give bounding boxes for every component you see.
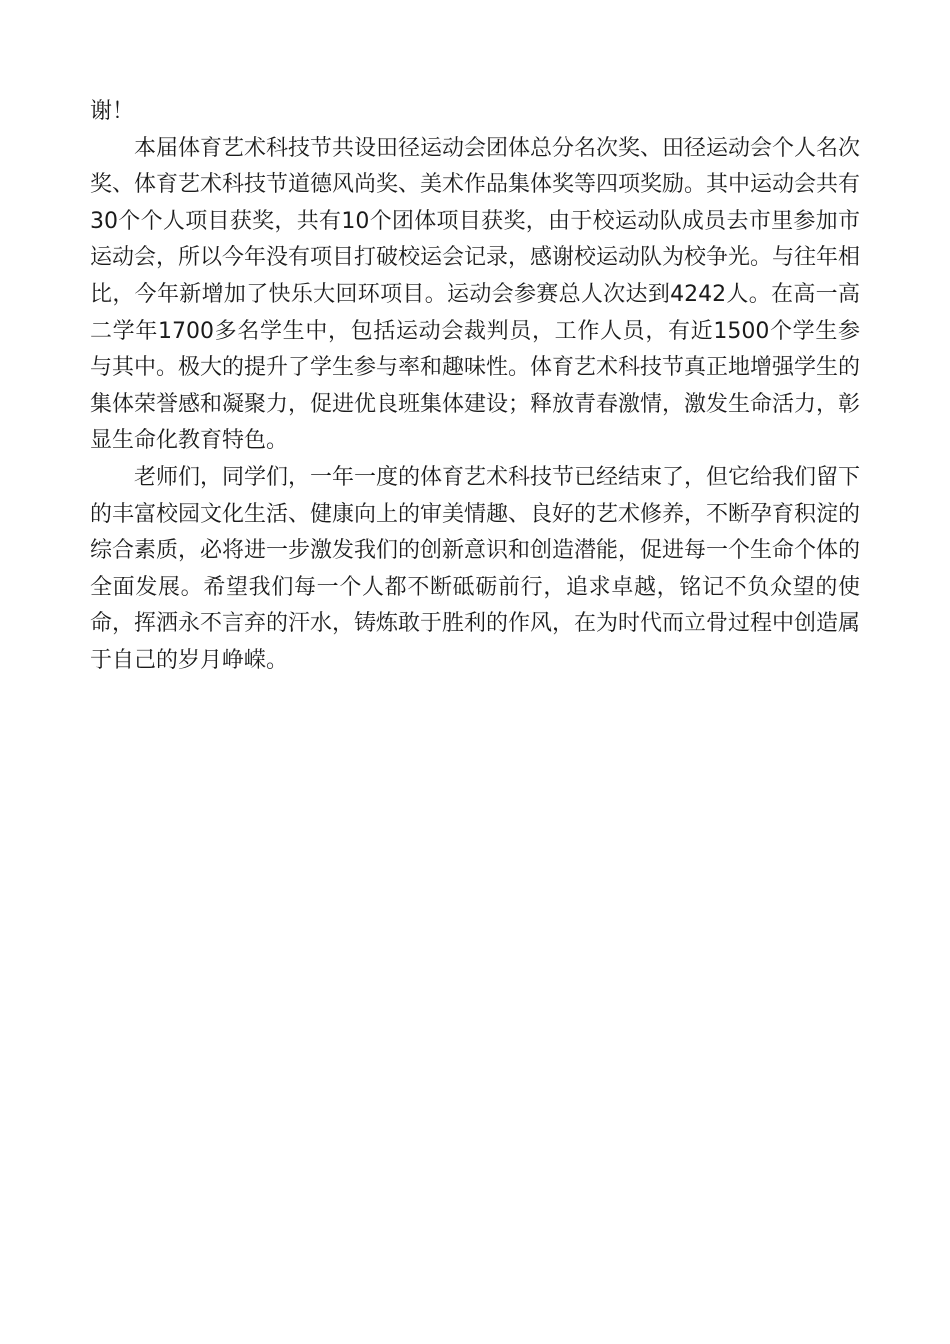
paragraph-closing-thanks: 谢！ (90, 99, 135, 124)
paragraph-awards-summary: 本届体育艺术科技节共设田径运动会团体总分名次奖、田径运动会个人名次奖、体育艺术科技节道德风尚奖、美术作品集体奖等四项奖励。其中运动会共有30个个人项目获奖，共有10个团体项目获奖，由于校运动队成员去市里参加市运动会，所以今年没有项目打破校运会记录，感谢校运动队为校争光。与往年相比，今年新增加了快乐大回环项目。运动会参赛总人次达到4242人。在高一高二学年1700多名学生中，包括运动会裁判员，工作人员，有近1500个学生参与其中。极大的提升了学生参与率和趣味性。体育艺术科技节真正地增强学生的集体荣誉感和凝聚力，促进优良班集体建设；释放青春激情，激发生命活力，彰显生命化教育特色。 (90, 135, 861, 454)
document-body (90, 94, 860, 680)
paragraph-conclusion: 老师们，同学们，一年一度的体育艺术科技节已经结束了，但它给我们留下的丰富校园文化生活、健康向上的审美情趣、良好的艺术修养，不断孕育积淀的综合素质，必将进一步激发我们的创新意识和创造潜能，促进每一个生命个体的全面发展。希望我们每一个人都不断砥砺前行，追求卓越，铭记不负众望的使命，挥洒永不言弃的汗水，铸炼敢于胜利的作风，在为时代而立骨过程中创造属于自己的岁月峥嵘。 (90, 464, 861, 673)
